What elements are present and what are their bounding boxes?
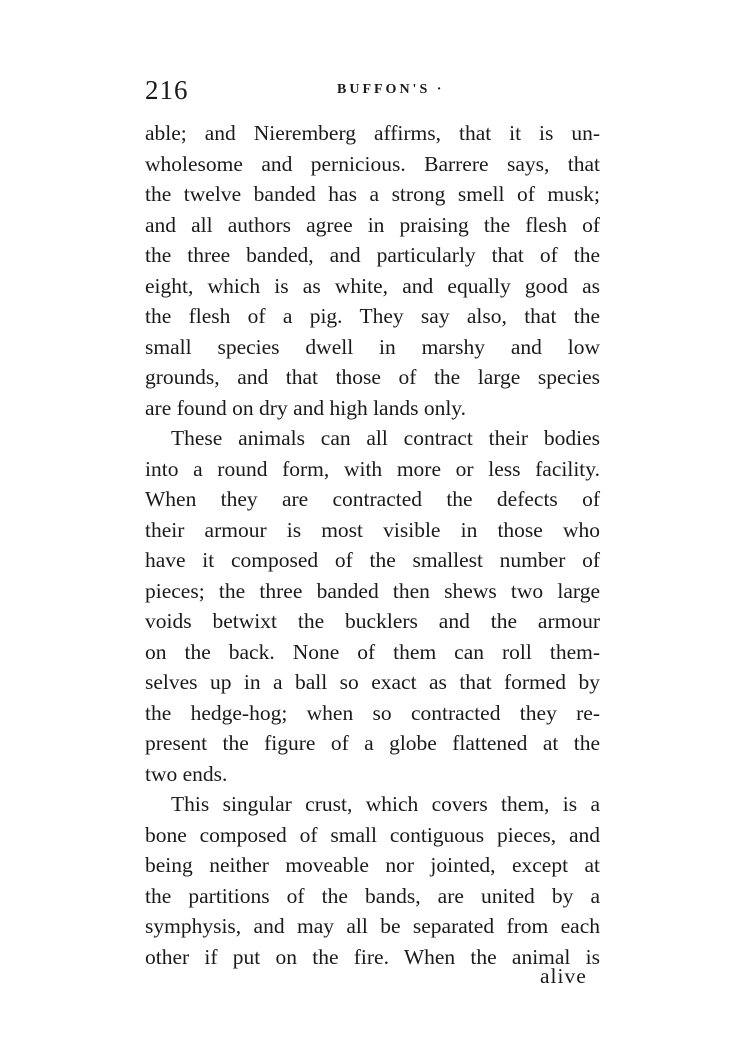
text-line: their armour is most visible in those who [145,517,600,542]
text-line: eight, which is as white, and equally good as [145,273,600,298]
text-line: This singular crust, which covers them, is a [171,792,600,816]
text-line: the three banded, and particularly that of the [145,243,600,267]
text-line: are found on dry and high lands only. [145,395,467,420]
paragraph [145,789,600,972]
text-line: other if put on the fire. When the animal is [145,944,600,969]
text-line: and all authors agree in praising the flesh of [145,212,600,237]
text-line: have it composed of the smallest number of [145,548,600,572]
paragraph [145,118,600,423]
text-line: wholesome and pernicious. Barrere says, that [145,151,600,176]
catchword: alive [540,964,587,988]
text-line: small species dwell in marshy and low [145,334,600,359]
text-line: grounds, and that those of the large species [145,365,600,389]
paragraph [145,423,600,789]
body-text [145,118,600,972]
text-line: two ends. [145,761,228,786]
text-line: the twelve banded has a strong smell of musk; [145,182,600,206]
running-head [145,72,600,108]
text-line: the flesh of a pig. They say also, that the [145,304,600,328]
text-line: bone composed of small contiguous pieces, and [145,822,600,847]
text-line: When they are contracted the defects of [145,487,600,511]
text-line: symphysis, and may all be separated from each [145,914,600,938]
text-line: being neither moveable nor jointed, except at [145,853,600,877]
text-line: the partitions of the bands, are united by a [145,883,600,908]
text-line: able; and Nieremberg affirms, that it is un- [145,121,600,145]
text-line: voids betwixt the bucklers and the armour [145,609,600,633]
text-line: selves up in a ball so exact as that formed by [145,670,600,694]
text-line: present the figure of a globe flattened at the [145,731,600,755]
running-title: BUFFON'S · [337,82,445,97]
text-line: into a round form, with more or less facility. [145,456,600,481]
text-line: These animals can all contract their bodies [171,426,600,450]
text-line: the hedge-hog; when so contracted they re- [145,700,600,725]
text-line: on the back. None of them can roll them- [145,639,600,664]
page-number: 216 [145,75,189,105]
text-line: pieces; the three banded then shews two large [145,578,600,603]
